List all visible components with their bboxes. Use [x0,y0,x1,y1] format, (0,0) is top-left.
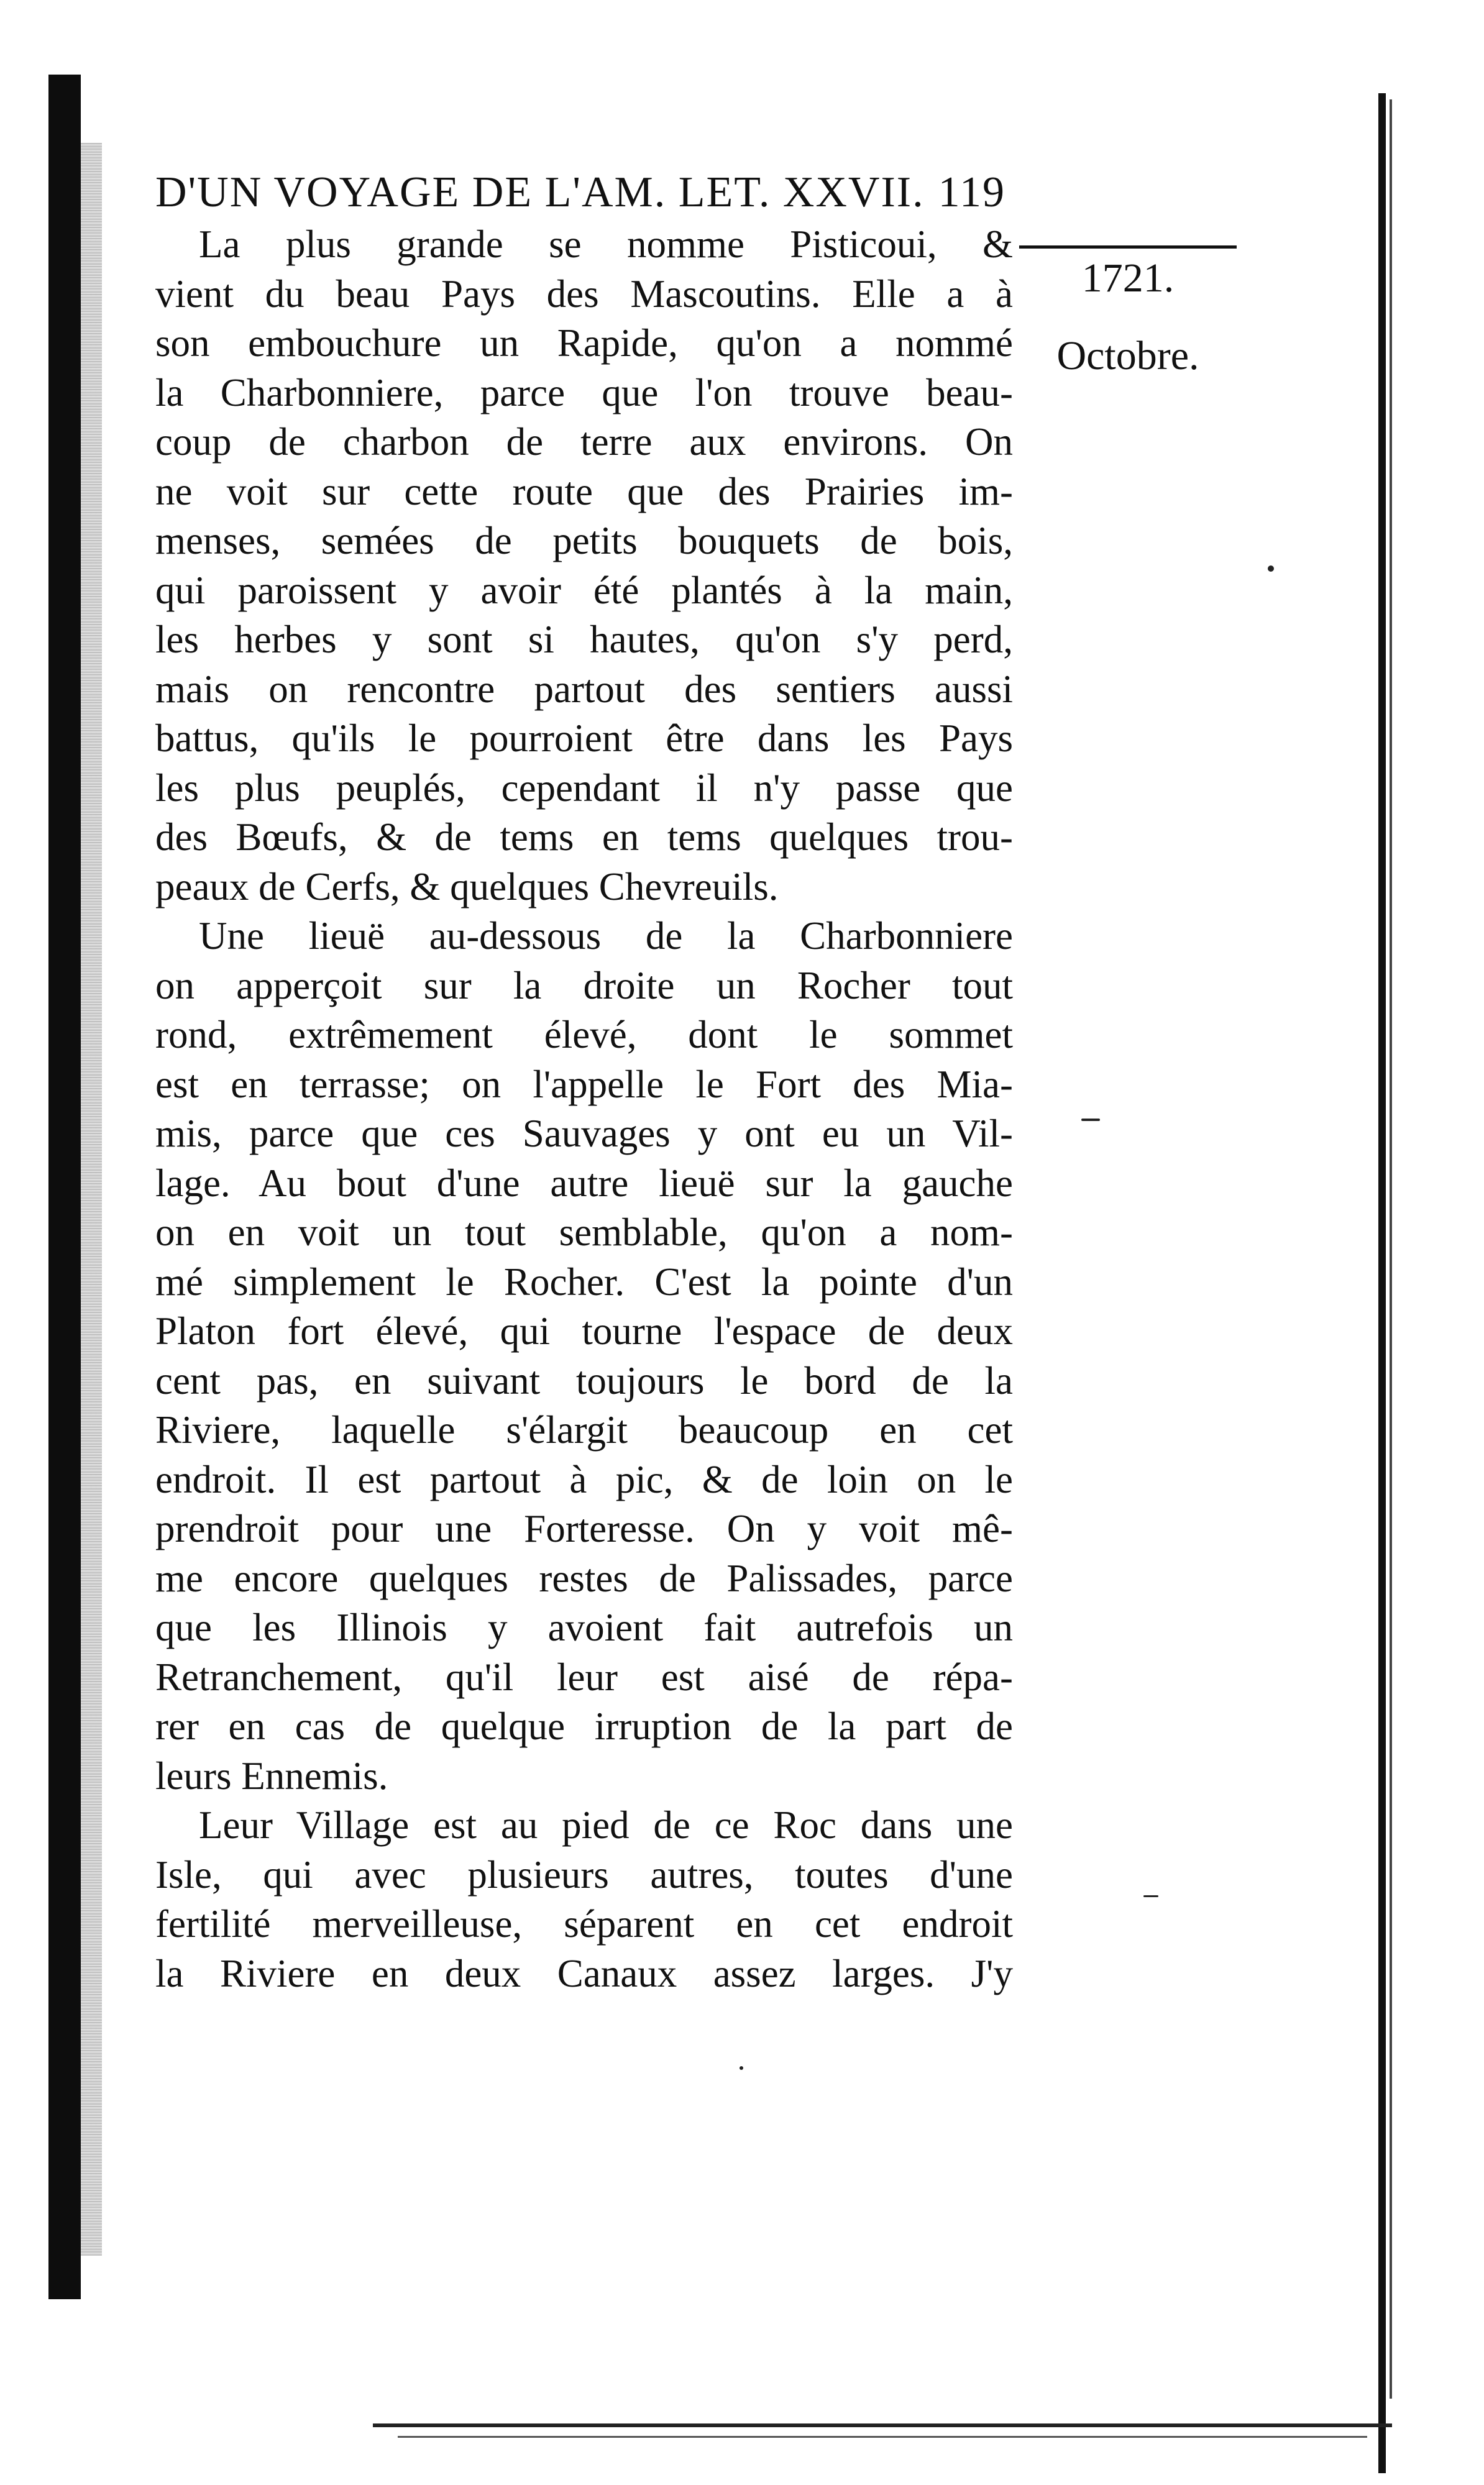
text-line: cent pas, en suivant toujours le bord de la [155,1358,1013,1403]
text-line: qui paroissent y avoir été plantés à la main, [155,568,1013,612]
text-line: Retranchement, qu'il leur est aisé de répa- [155,1655,1013,1699]
text-line: on apperçoit sur la droite un Rocher tout [155,963,1013,1007]
text-line: la Riviere en deux Canaux assez larges. J'y [155,1951,1013,1995]
text-line: Platon fort élevé, qui tourne l'espace de deux [155,1309,1013,1353]
page-number: 119 [938,168,1005,216]
text-line: mé simplement le Rocher. C'est la pointe d'un [155,1260,1013,1304]
text-line: des Bœufs, & de tems en tems quelques trou- [155,815,1013,859]
text-line: rer en cas de quelque irruption de la part de [155,1705,1013,1748]
paragraph [155,1801,1013,1998]
page-bottom-edge-shadow [398,2436,1367,2438]
ink-speck [1081,1119,1100,1121]
text-line: leurs Ennemis. [155,1754,388,1798]
text-line: est en terrasse; on l'appelle le Fort des Mia- [155,1062,1013,1106]
text-line: les plus peuplés, cependant il n'y passe que [155,766,1013,810]
text-line: prendroit pour une Forteresse. On y voit mê- [155,1507,1013,1550]
text-line: Isle, qui avec plusieurs autres, toutes d'une [155,1852,1013,1897]
text-line: lage. Au bout d'une autre lieuë sur la gauche [155,1161,1013,1205]
text-line: rond, extrêmement élevé, dont le sommet [155,1013,1013,1056]
text-line: battus, qu'ils le pourroient être dans les Pays [155,716,1013,760]
text-line: Leur Village est au pied de ce Roc dans une [199,1803,1013,1847]
ink-speck [740,2066,743,2070]
page-binding-shadow [48,75,81,2299]
page-bottom-edge [373,2423,1392,2427]
page-right-edge [1378,93,1386,2473]
text-line: peaux de Cerfs, & quelques Chevreuils. [155,864,779,908]
margin-rule [1019,245,1237,249]
text-line: son embouchure un Rapide, qu'on a nommé [155,321,1013,365]
ink-speck [1143,1895,1158,1897]
page-text [155,168,1013,1998]
text-line: La plus grande se nomme Pisticoui, & [199,222,1013,266]
text-line: mis, parce que ces Sauvages y ont eu un Vil- [155,1112,1013,1155]
text-line: mais on rencontre partout des sentiers aussi [155,667,1013,711]
text-line: les herbes y sont si hautes, qu'on s'y perd, [155,618,1013,661]
margin-month: Octobre. [1056,333,1199,378]
text-line: on en voit un tout semblable, qu'on a nom- [155,1210,1013,1254]
running-head-title: D'UN VOYAGE DE L'AM. LET. XXVII. [155,168,925,216]
paragraph [155,912,1013,1801]
text-line: menses, semées de petits bouquets de bois, [155,519,1013,562]
text-line: que les Illinois y avoient fait autrefois un [155,1606,1013,1649]
text-line: ne voit sur cette route que des Prairies im- [155,469,1013,513]
page-binding-texture [81,143,102,2256]
page-right-edge-thin [1390,99,1392,2399]
margin-year: 1721. [1081,255,1175,301]
running-head [155,168,1013,217]
text-line: me encore quelques restes de Palissades, parce [155,1556,1013,1600]
text-line: vient du beau Pays des Mascoutins. Elle a à [155,272,1013,316]
text-line: endroit. Il est partout à pic, & de loin on le [155,1457,1013,1501]
text-line: la Charbonniere, parce que l'on trouve beau- [155,370,1013,414]
ink-speck [1268,565,1274,572]
text-line: coup de charbon de terre aux environs. On [155,420,1013,464]
text-line: Riviere, laquelle s'élargit beaucoup en cet [155,1408,1013,1452]
text-line: fertilité merveilleuse, séparent en cet endroit [155,1902,1013,1946]
paragraph [155,220,1013,912]
text-line: Une lieuë au-dessous de la Charbonniere [199,914,1013,958]
